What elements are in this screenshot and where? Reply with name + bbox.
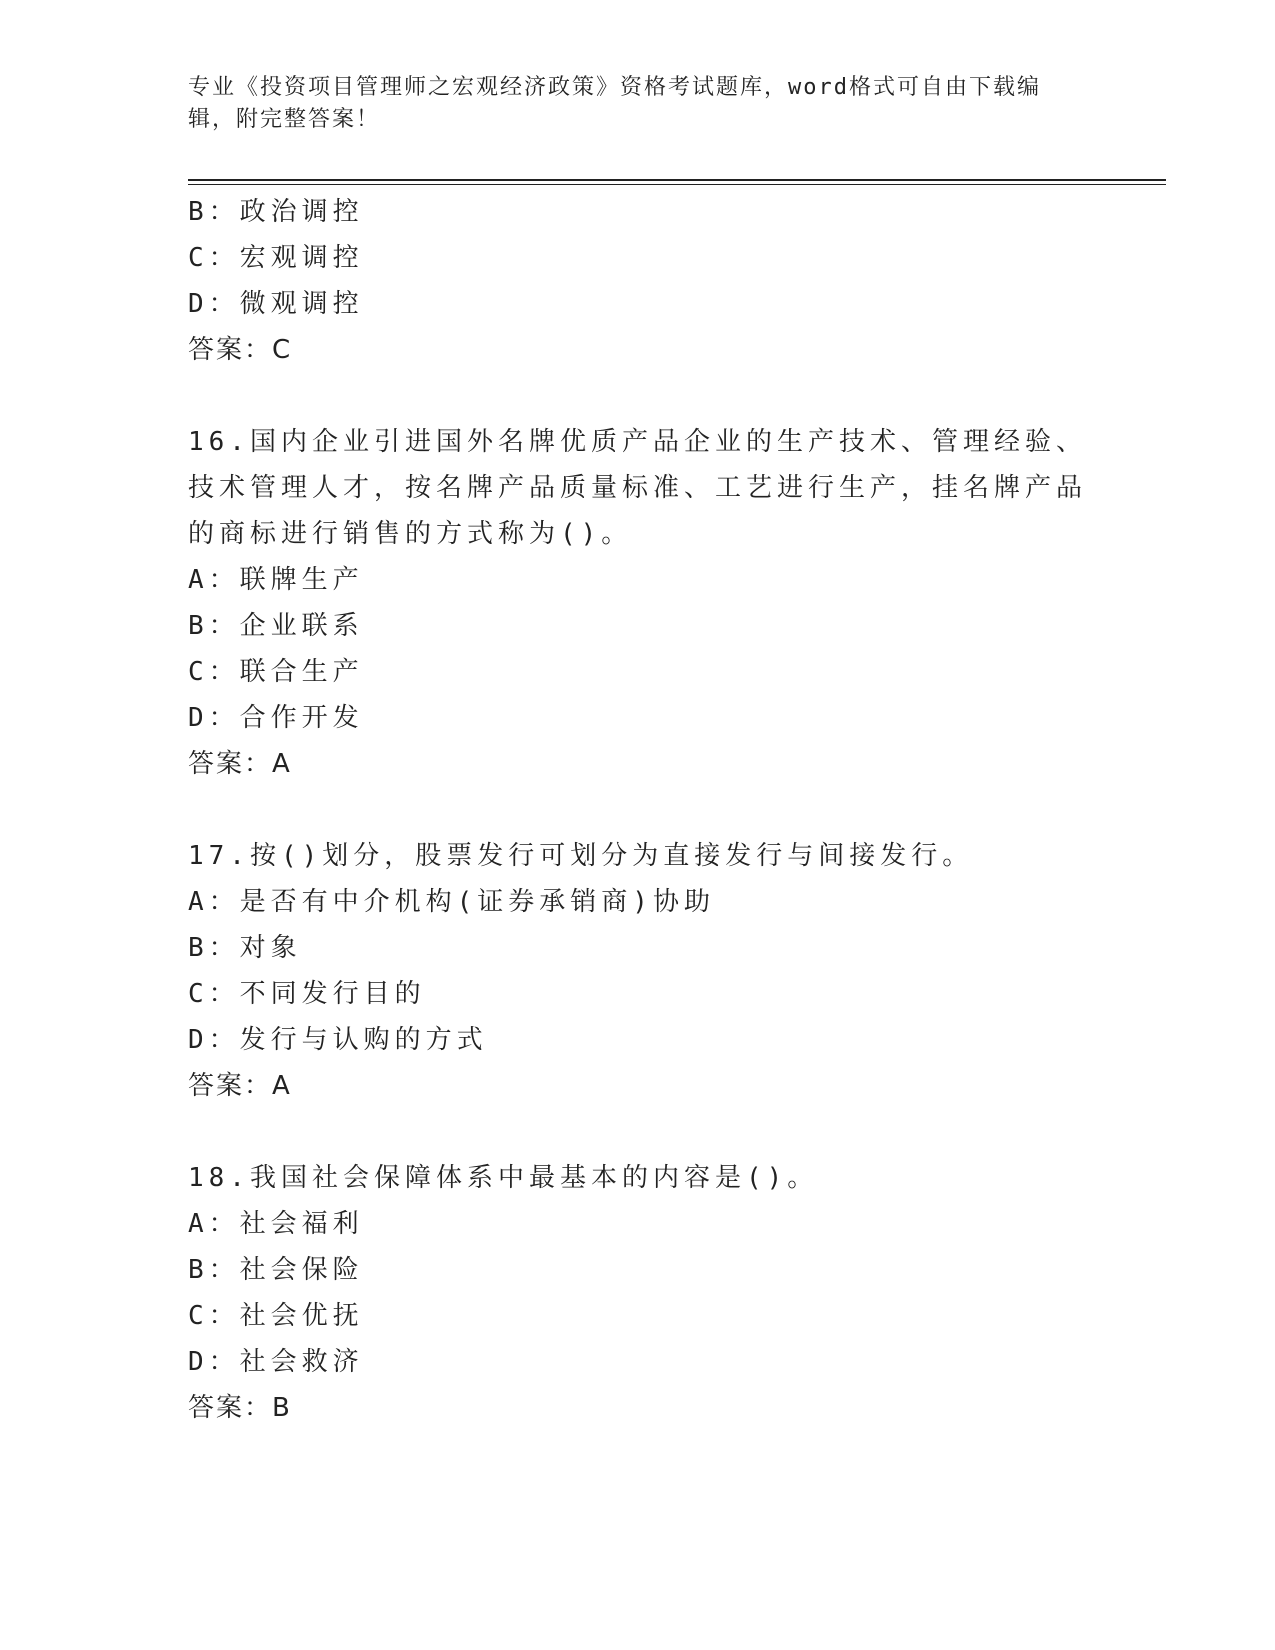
question-block-18 (188, 1155, 1088, 1431)
option-c: C：联合生产 (188, 657, 364, 687)
spacer (188, 373, 1088, 419)
spacer (188, 1109, 1088, 1155)
spacer (188, 787, 1088, 833)
option-b: B：社会保险 (188, 1255, 364, 1285)
header-divider-thin (188, 184, 1166, 185)
option-b: B：政治调控 (188, 197, 364, 227)
answer-line: 答案：A (188, 749, 292, 779)
option-d: D：合作开发 (188, 703, 364, 733)
option-b: B：对象 (188, 933, 302, 963)
answer-line: 答案：B (188, 1393, 292, 1423)
option-b: B：企业联系 (188, 611, 364, 641)
question-text: 17.按()划分，股票发行可划分为直接发行与间接发行。 (188, 841, 974, 871)
option-a: A：是否有中介机构(证券承销商)协助 (188, 887, 715, 917)
option-d: D：社会救济 (188, 1347, 364, 1377)
question-block-17 (188, 833, 1088, 1109)
option-d: D：发行与认购的方式 (188, 1025, 488, 1055)
document-header (188, 72, 1088, 136)
answer-line: 答案：C (188, 335, 293, 365)
option-a: A：联牌生产 (188, 565, 364, 595)
question-list (188, 189, 1088, 1431)
header-divider-thick (188, 179, 1166, 181)
option-a: A：社会福利 (188, 1209, 364, 1239)
option-d: D：微观调控 (188, 289, 364, 319)
question-text: 16.国内企业引进国外名牌优质产品企业的生产技术、管理经验、技术管理人才，按名牌产品质量标准、工艺进行生产，挂名牌产品的商标进行销售的方式称为()。 (188, 427, 1088, 549)
option-c: C：不同发行目的 (188, 979, 426, 1009)
question-text: 18.我国社会保障体系中最基本的内容是()。 (188, 1163, 819, 1193)
header-text: 专业《投资项目管理师之宏观经济政策》资格考试题库，word格式可自由下载编辑，附完整答案！ (188, 75, 1041, 132)
question-block-16 (188, 419, 1088, 787)
option-c: C：宏观调控 (188, 243, 364, 273)
question-block-partial (188, 189, 1088, 373)
answer-line: 答案：A (188, 1071, 292, 1101)
option-c: C：社会优抚 (188, 1301, 364, 1331)
